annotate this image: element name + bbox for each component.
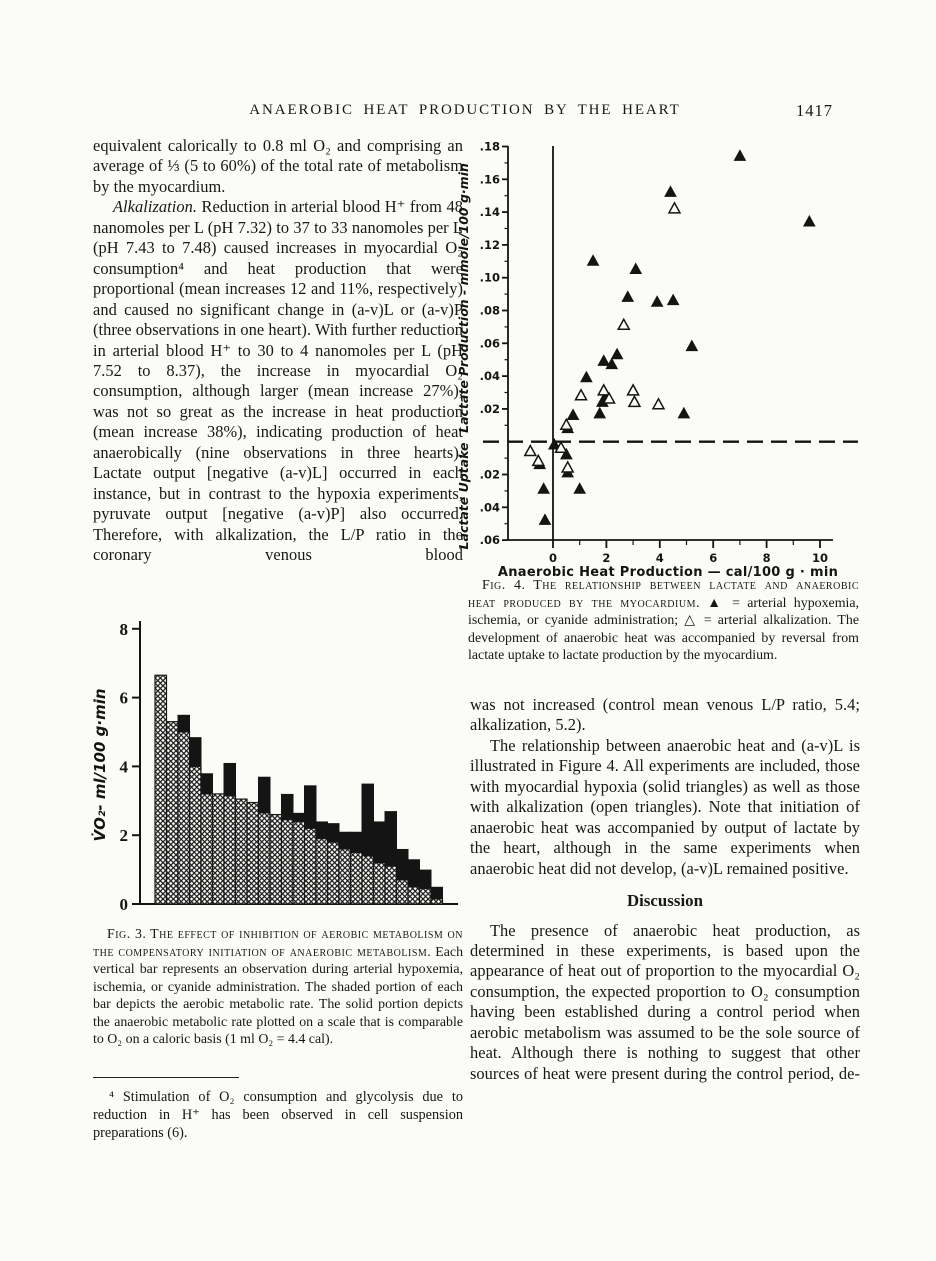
fig3-y-axis-label: V̇O₂- ml/100 g·min (91, 688, 109, 842)
left-column (93, 136, 463, 566)
fig4-x-axis-label: Anaerobic Heat Production — cal/100 g · min (497, 565, 839, 580)
open-triangle-point (598, 385, 609, 395)
fig4-caption-text: ▲ = arterial hypoxemia, ischemia, or cyanide administration; △ = arterial alkalization. The development of anaerobic heat was accompanied by reversal from lactate uptake to lactate production by the myocardium. (468, 595, 860, 664)
fig3-bar-aerobic (351, 852, 363, 904)
fig3-bar-anaerobic (258, 777, 271, 813)
running-title: ANAEROBIC HEAT PRODUCTION BY THE HEART (249, 102, 681, 118)
fig3-bar-aerobic (259, 813, 271, 904)
fig3-bar-anaerobic (224, 763, 237, 796)
figure-4 (455, 130, 860, 580)
fig3-ytick-label: 8 (119, 619, 128, 639)
fig3-bar-aerobic (316, 839, 328, 904)
fig4-series-alkalization (525, 203, 680, 472)
fig3-bar-anaerobic (350, 832, 363, 853)
filled-triangle-point (588, 255, 599, 265)
fig4-ytick-label: .08 (479, 303, 500, 318)
fig4-caption (468, 577, 859, 665)
fig4-ytick-label: .10 (479, 270, 500, 285)
fig3-bar-anaerobic (316, 821, 329, 838)
fig3-bar-anaerobic (373, 821, 386, 862)
fig3-bar-anaerobic (419, 870, 432, 889)
fig3-bar-anaerobic (304, 785, 317, 828)
fig4-xtick-label: 4 (655, 551, 664, 565)
paragraph-discussion: The presence of anaerobic heat production, as determined in these experiments, is based upon the appearance of heat out of proportion to the myocardial O₂ consumption, the expected proportion to O₂ consumption having been established during a control period when aerobic metabolism was assumed to be the sole source of heat. Although there is nothing to suggest that other sources of heat were present during the control period, de- (470, 920, 860, 1083)
fig3-ytick-label: 0 (119, 895, 128, 914)
filled-triangle-point (668, 295, 679, 305)
fig4-ytick-label: .02 (479, 401, 500, 416)
fig3-ytick-label: 4 (119, 757, 128, 777)
fig4-ytick-label: .06 (479, 533, 500, 548)
fig4-caption-title: The relationship between lactate and anaerobic heat produced by the myocardium. (468, 578, 859, 611)
fig3-bar-anaerobic (362, 784, 375, 856)
fig3-caption-text: Each vertical bar represents an observation during arterial hypoxemia, ischemia, or cyanide administration. The shaded portion of each bar depicts the aerobic metabolic rate. The solid portion depicts the anaerobic metabolic rate plotted on a scale that is comparable to O₂ on a caloric basis (1 ml O₂ = 4.4 cal). (93, 944, 464, 1048)
fig4-scatter-chart (455, 130, 860, 580)
filled-triangle-point (594, 408, 605, 418)
fig4-ytick-label: .06 (479, 336, 500, 351)
fig3-bar-aerobic (201, 794, 213, 904)
fig4-ytick-label: .04 (479, 369, 500, 384)
filled-triangle-point (598, 355, 609, 365)
fig3-bar-anaerobic (178, 715, 191, 732)
paragraph-continuation: equivalent calorically to 0.8 ml O₂ and comprising an average of ⅓ (5 to 60%) of the total rate of metabolism by the myocardium. (93, 136, 463, 196)
open-triangle-point (562, 462, 573, 472)
filled-triangle-point (686, 341, 697, 351)
fig3-bar-aerobic (190, 766, 202, 904)
right-column (470, 695, 860, 1084)
fig4-caption-label: Fig. 4. (482, 578, 526, 593)
filled-triangle-point (538, 483, 549, 493)
open-triangle-point (653, 399, 664, 409)
paragraph-lp-ratio: was not increased (control mean venous L/P ratio, 5.4; alkalization, 5.2). (470, 695, 860, 735)
footnote-marker: ⁴ (109, 1089, 114, 1105)
fig4-axes (502, 146, 833, 548)
fig4-xtick-label: 6 (709, 551, 718, 565)
fig3-bar-aerobic (236, 799, 248, 904)
fig3-bar-aerobic (362, 856, 374, 904)
fig3-bars (155, 675, 443, 904)
fig3-bar-anaerobic (396, 849, 409, 880)
fig4-xtick-label: 8 (762, 551, 771, 565)
fig3-bar-anaerobic (189, 737, 202, 766)
open-triangle-point (561, 419, 572, 429)
paragraph-body: Reduction in arterial blood H⁺ from 48 nanomoles per L (pH 7.32) to 37 to 33 nanomoles per L (pH 7.43 to 7.48) caused increases in myocardial O₂ consumption⁴ and heat production that were proportional (mean increases 12 and 11%, respectively) and caused no significant change in (a-v)L or (a-v)P (three observations in one heart). With further reduction in arterial blood H⁺ to 30 to 4 nanomoles per L (pH 7.52 to 8.37), the increase in myocardial O₂ consumption, although larger (mean increase 27%), was not so great as the increase in heat production (mean increase 38%), indicating production of heat anaerobically (nine observations in three hearts). Lactate output [negative (a-v)L] occurred in each instance, but in contrast to the hypoxia experiments, pyruvate output [negative (a-v)P] also occurred. Therefore, with alkalization, the L/P ratio in the coronary venous blood (93, 197, 463, 565)
fig3-bar-aerobic (155, 675, 167, 904)
filled-triangle-point (804, 216, 815, 226)
footnote (93, 1089, 463, 1142)
fig3-bar-anaerobic (385, 811, 398, 866)
filled-triangle-point (539, 514, 550, 524)
fig3-bar-aerobic (282, 820, 294, 904)
fig3-bar-aerobic (247, 803, 259, 904)
fig3-bar-aerobic (167, 722, 179, 904)
fig3-bar-aerobic (213, 794, 225, 904)
open-triangle-point (525, 446, 536, 456)
filled-triangle-point (630, 264, 641, 274)
open-triangle-point (576, 390, 587, 400)
fig4-ytick-label: .16 (479, 172, 500, 187)
filled-triangle-point (612, 349, 623, 359)
fig3-caption (93, 926, 463, 1049)
fig4-ylabel-uptake: Lactate Uptake (456, 442, 471, 550)
fig3-bar-anaerobic (201, 773, 214, 794)
fig3-bar-aerobic (328, 842, 340, 904)
fig3-bar-aerobic (224, 796, 236, 904)
fig3-bar-anaerobic (293, 813, 306, 822)
fig3-bar-anaerobic (327, 823, 340, 842)
fig4-xtick-label: 2 (602, 551, 611, 565)
filled-triangle-point (734, 150, 745, 160)
filled-triangle-point (665, 186, 676, 196)
page-number: 1417 (796, 101, 833, 120)
fig3-bar-aerobic (420, 889, 432, 904)
discussion-heading: Discussion (626, 891, 704, 911)
open-triangle-point (669, 203, 680, 213)
fig4-ylabel-production: Lactate Production - mmole/100 g·min (456, 163, 471, 433)
paragraph-lead-word: Alkalization. (113, 197, 197, 217)
open-triangle-point (629, 396, 640, 406)
figure-3 (85, 613, 470, 915)
fig3-bar-aerobic (374, 863, 386, 904)
fig4-ytick-label: .02 (479, 467, 500, 482)
fig3-bar-aerobic (397, 880, 409, 904)
filled-triangle-point (652, 296, 663, 306)
fig3-bar-anaerobic (281, 794, 294, 820)
fig4-xtick-label: 10 (811, 551, 829, 565)
filled-triangle-point (568, 409, 579, 419)
fig3-bar-aerobic (408, 887, 420, 904)
open-triangle-point (618, 319, 629, 329)
footnote-rule (93, 1077, 239, 1078)
fig3-bar-anaerobic (408, 859, 421, 887)
fig3-bar-aerobic (270, 815, 282, 904)
filled-triangle-point (678, 408, 689, 418)
filled-triangle-point (574, 483, 585, 493)
paragraph-alkalization (93, 197, 463, 565)
fig4-ytick-label: .18 (479, 139, 500, 154)
filled-triangle-point (622, 291, 633, 301)
fig3-bar-aerobic (431, 899, 443, 904)
fig4-xtick-label: 0 (548, 551, 558, 565)
fig3-bar-chart (85, 613, 470, 915)
filled-triangle-point (581, 372, 592, 382)
fig3-bar-aerobic (339, 849, 351, 904)
fig3-bar-aerobic (293, 821, 305, 904)
fig4-ytick-label: .14 (479, 205, 500, 220)
fig3-bar-aerobic (305, 828, 317, 904)
fig3-bar-anaerobic (339, 832, 352, 849)
fig4-ytick-label: .04 (479, 500, 500, 515)
fig4-ytick-label: .12 (479, 237, 500, 252)
open-triangle-point (628, 385, 639, 395)
fig3-bar-anaerobic (431, 887, 444, 899)
fig3-bar-aerobic (178, 732, 190, 904)
fig3-caption-title: The effect of inhibition of aerobic metabolism on the compensatory initiation of anaerobic metabolism. (93, 927, 463, 960)
fig3-caption-label: Fig. 3. (107, 927, 147, 942)
fig3-ytick-label: 2 (119, 826, 128, 846)
fig3-ytick-label: 6 (119, 688, 128, 708)
open-triangle-point (533, 455, 544, 465)
paragraph-relationship: The relationship between anaerobic heat and (a-v)L is illustrated in Figure 4. All experiments are included, those with myocardial hypoxia (solid triangles) as well as those with alkalization (open triangles). Note that initiation of anaerobic heat was accompanied by output of lactate by the heart, although in the same experiments when anaerobic heat did not develop, (a-v)L remained positive. (470, 735, 860, 878)
footnote-text: Stimulation of O₂ consumption and glycolysis due to reduction in H⁺ has been observed in cell suspension preparations (6). (93, 1089, 464, 1141)
fig3-bar-aerobic (385, 866, 397, 904)
